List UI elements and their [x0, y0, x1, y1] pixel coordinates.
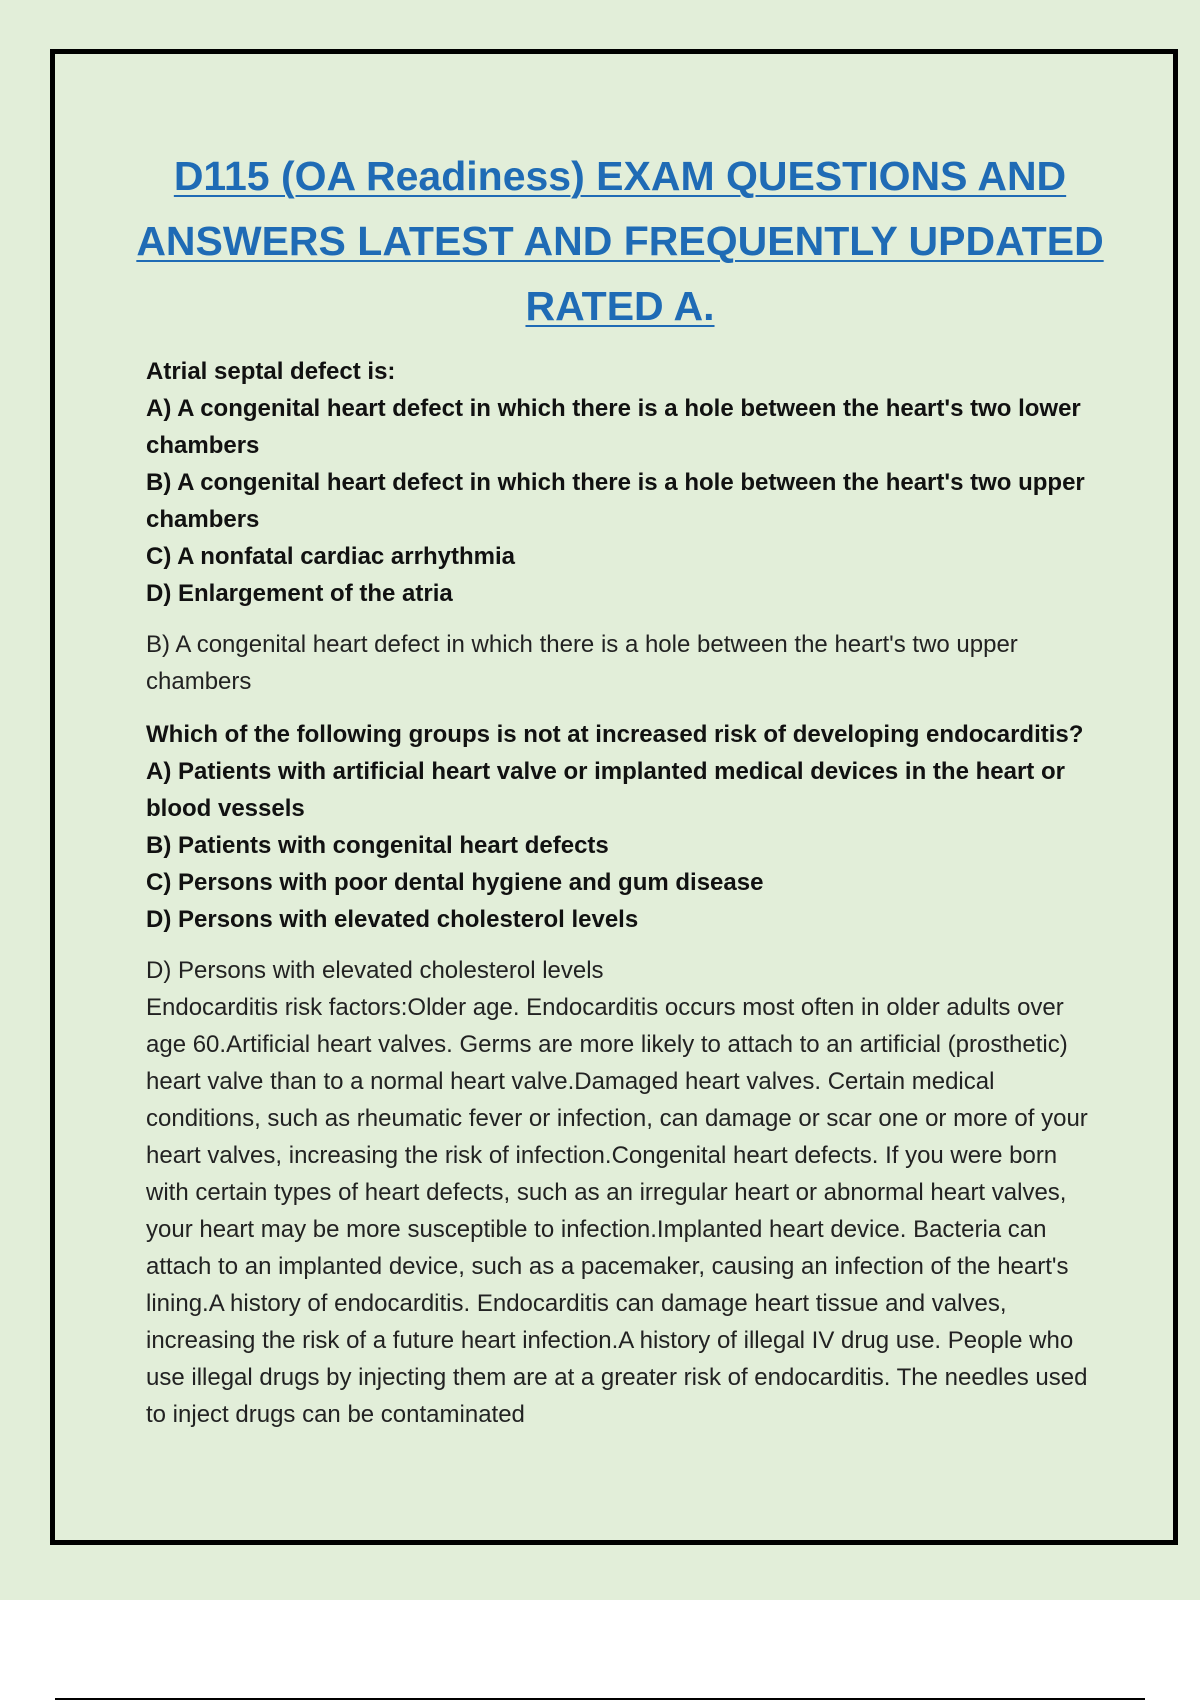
- question-text: Which of the following groups is not at increased risk of developing endocarditis?: [146, 721, 1084, 748]
- option-d: D) Persons with elevated cholesterol levels: [146, 906, 639, 933]
- option-d: D) Enlargement of the atria: [146, 580, 453, 607]
- option-b: B) A congenital heart defect in which there is a hole between the heart's two upper chambers: [146, 469, 1085, 533]
- option-a: A) Patients with artificial heart valve or implanted medical devices in the heart or blood vessels: [146, 758, 1065, 822]
- option-b: B) Patients with congenital heart defects: [146, 832, 609, 859]
- question-block-2: [146, 716, 1096, 938]
- answer-text: D) Persons with elevated cholesterol levels: [146, 957, 604, 984]
- document-body: [146, 353, 1096, 1433]
- question-text: Atrial septal defect is:: [146, 358, 396, 385]
- explanation-text: Endocarditis risk factors:Older age. Endocarditis occurs most often in older adults over age 60.Artificial heart valves. Germs are more likely to attach to an artificial (prosthetic) heart valve than to a normal heart valve.Damaged heart valves. Certain medical conditions, such as rheumatic fever or infection, can damage or scar one or more of your heart valves, increasing the risk of infection.Congenital heart defects. If you were born with certain types of heart defects, such as an irregular heart or abnormal heart valves, your heart may be more susceptible to infection.Implanted heart device. Bacteria can attach to an implanted device, such as a pacemaker, causing an infection of the heart's lining.A history of endocarditis. Endocarditis can damage heart tissue and valves, increasing the risk of a future heart infection.A history of illegal IV drug use. People who use illegal drugs by injecting them are at a greater risk of endocarditis. The needles used to inject drugs can be contaminated: [146, 994, 1088, 1428]
- question-block-1: [146, 353, 1096, 612]
- option-c: C) Persons with poor dental hygiene and gum disease: [146, 869, 764, 896]
- option-c: C) A nonfatal cardiac arrhythmia: [146, 543, 515, 570]
- answer-text: B) A congenital heart defect in which there is a hole between the heart's two upper chambers: [146, 631, 1018, 695]
- document-title: D115 (OA Readiness) EXAM QUESTIONS AND ANSWERS LATEST AND FREQUENTLY UPDATED RATED A.: [136, 153, 1104, 329]
- option-a: A) A congenital heart defect in which there is a hole between the heart's two lower chambers: [146, 395, 1081, 459]
